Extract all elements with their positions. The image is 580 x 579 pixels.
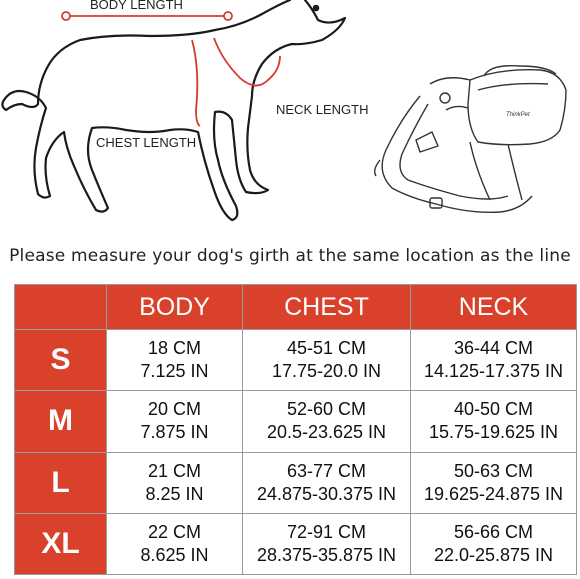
table-row xyxy=(15,391,577,452)
size-label: XL xyxy=(15,513,107,574)
label-body-length: BODY LENGTH xyxy=(90,0,183,12)
chest-cell xyxy=(243,452,411,513)
neck-cell xyxy=(411,452,577,513)
cm-value: 45-51 CM xyxy=(286,338,367,359)
in-value: 14.125-17.375 IN xyxy=(423,361,564,382)
size-label: M xyxy=(15,391,107,452)
body-length-start-dot xyxy=(62,12,70,20)
measurement-illustration xyxy=(0,0,580,240)
in-value: 8.625 IN xyxy=(140,544,209,565)
harness-brand-mark: ThinkPet xyxy=(506,112,530,118)
header-body: BODY xyxy=(107,285,243,330)
cm-value: 72-91 CM xyxy=(286,521,367,542)
in-value: 19.625-24.875 IN xyxy=(423,483,564,504)
in-value: 22.0-25.875 IN xyxy=(433,544,554,565)
neck-cell xyxy=(411,330,577,391)
cm-value: 40-50 CM xyxy=(453,399,534,420)
in-value: 7.875 IN xyxy=(140,422,209,443)
table-row xyxy=(15,513,577,574)
chest-cell xyxy=(243,513,411,574)
label-chest-length: CHEST LENGTH xyxy=(96,135,197,150)
header-corner xyxy=(15,285,107,330)
in-value: 7.125 IN xyxy=(140,361,209,382)
neck-cell xyxy=(411,391,577,452)
size-label: L xyxy=(15,452,107,513)
size-label: S xyxy=(15,330,107,391)
header-neck: NECK xyxy=(411,285,577,330)
chest-cell xyxy=(243,391,411,452)
cm-value: 56-66 CM xyxy=(453,521,534,542)
cm-value: 36-44 CM xyxy=(453,338,534,359)
cm-value: 21 CM xyxy=(147,460,201,481)
in-value: 20.5-23.625 IN xyxy=(266,422,387,443)
body-cell xyxy=(107,391,243,452)
measure-instruction: Please measure your dog's girth at the same location as the line xyxy=(9,246,571,266)
header-chest: CHEST xyxy=(243,285,411,330)
harness-sketch-icon xyxy=(375,66,566,213)
in-value: 15.75-19.625 IN xyxy=(428,422,559,443)
cm-value: 50-63 CM xyxy=(453,460,534,481)
body-cell xyxy=(107,513,243,574)
body-length-end-dot xyxy=(224,12,232,20)
chest-line xyxy=(192,40,200,126)
cm-value: 63-77 CM xyxy=(286,460,367,481)
label-neck-length: NECK LENGTH xyxy=(276,102,369,117)
neck-line xyxy=(214,38,280,86)
in-value: 17.75-20.0 IN xyxy=(271,361,382,382)
cm-value: 18 CM xyxy=(147,338,201,359)
in-value: 24.875-30.375 IN xyxy=(256,483,397,504)
table-row xyxy=(15,330,577,391)
cm-value: 20 CM xyxy=(147,399,201,420)
in-value: 8.25 IN xyxy=(145,483,204,504)
body-cell xyxy=(107,330,243,391)
cm-value: 22 CM xyxy=(147,521,201,542)
neck-cell xyxy=(411,513,577,574)
cm-value: 52-60 CM xyxy=(286,399,367,420)
chest-cell xyxy=(243,330,411,391)
table-header-row xyxy=(15,285,577,330)
measurement-lines xyxy=(62,12,280,126)
table-row xyxy=(15,452,577,513)
size-chart-table xyxy=(14,284,577,575)
body-cell xyxy=(107,452,243,513)
in-value: 28.375-35.875 IN xyxy=(256,544,397,565)
